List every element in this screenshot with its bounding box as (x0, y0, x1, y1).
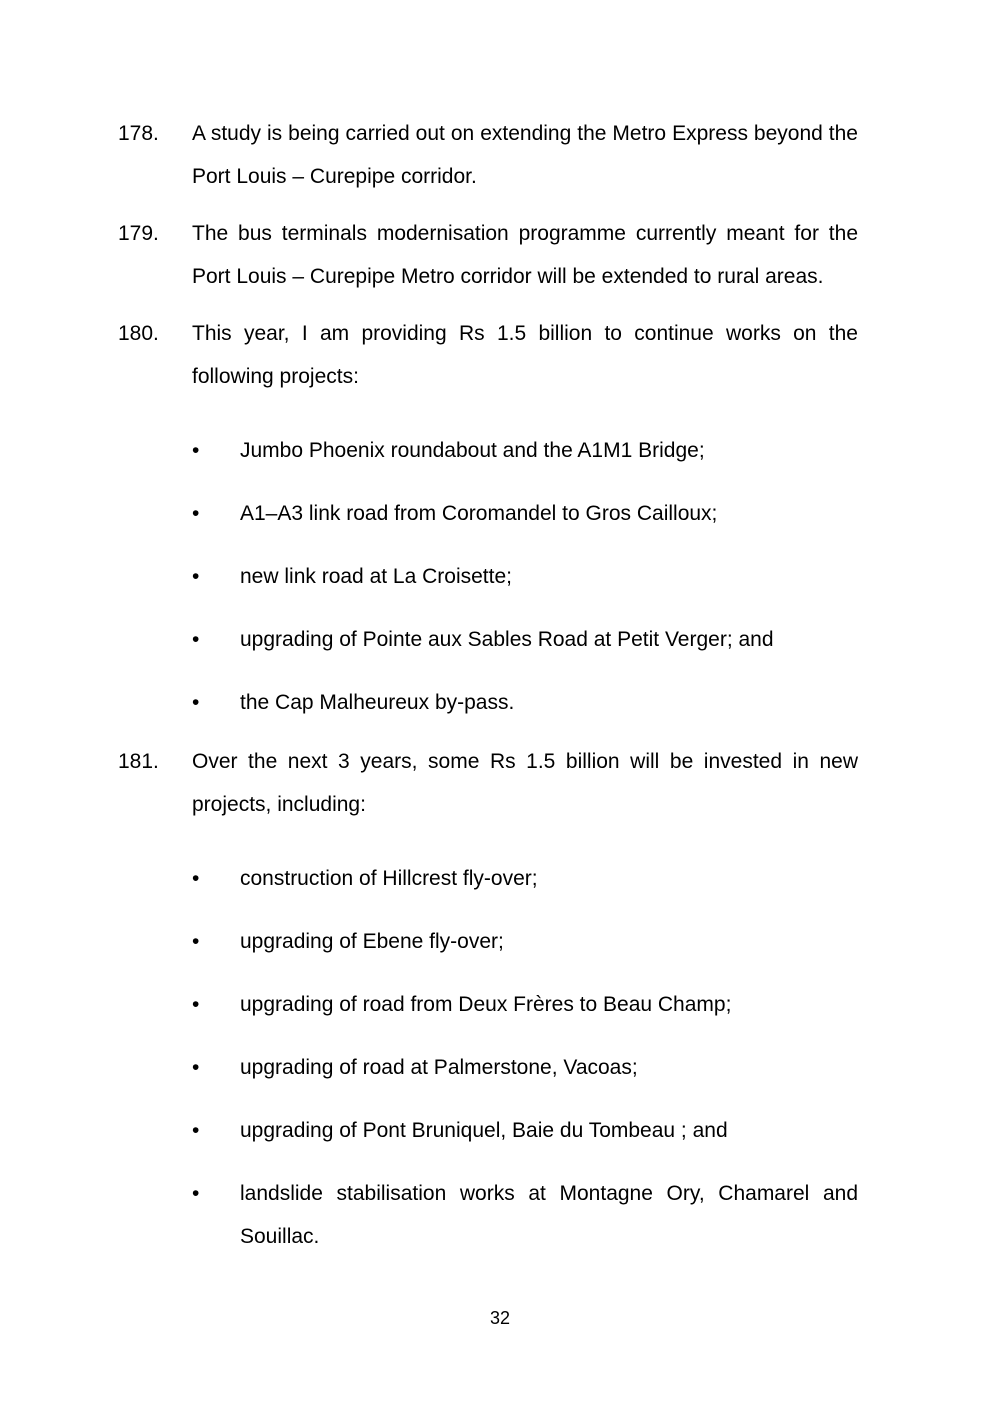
paragraph-number: 181. (118, 750, 159, 773)
bullet-text: Jumbo Phoenix roundabout and the A1M1 Bridge; (240, 439, 705, 462)
bullet-dot-icon: • (192, 1119, 200, 1142)
bullet-item (192, 555, 858, 598)
bullet-text: upgrading of Pointe aux Sables Road at Petit Verger; and (240, 628, 774, 651)
bullet-text: upgrading of road from Deux Frères to Beau Champ; (240, 993, 732, 1016)
bullet-item (192, 1109, 858, 1152)
bullet-dot-icon: • (192, 565, 200, 588)
bullet-text: landslide stabilisation works at Montagne Ory, Chamarel and Souillac. (240, 1182, 858, 1248)
bullet-item (192, 492, 858, 535)
bullet-item (192, 920, 858, 963)
page-number: 32 (489, 1308, 511, 1328)
document-body (118, 112, 858, 1274)
bullet-list-180 (118, 412, 858, 724)
paragraph-number: 179. (118, 222, 159, 245)
bullet-item (192, 983, 858, 1026)
paragraph-number: 180. (118, 322, 159, 345)
paragraph-number: 178. (118, 122, 159, 145)
bullet-list-181 (118, 840, 858, 1258)
paragraph-text: This year, I am providing Rs 1.5 billion to continue works on the following projects: (192, 322, 858, 388)
bullet-dot-icon: • (192, 1056, 200, 1079)
bullet-dot-icon: • (192, 502, 200, 525)
bullet-item (192, 429, 858, 472)
bullet-text: new link road at La Croisette; (240, 565, 512, 588)
paragraph-179 (118, 212, 858, 298)
bullet-item (192, 1172, 858, 1258)
bullet-dot-icon: • (192, 439, 200, 462)
bullet-item (192, 857, 858, 900)
paragraph-180 (118, 312, 858, 398)
bullet-text: the Cap Malheureux by-pass. (240, 691, 515, 714)
paragraph-text: The bus terminals modernisation programme currently meant for the Port Louis – Curepipe Metro corridor will be extended to rural areas. (192, 222, 858, 288)
bullet-text: upgrading of Ebene fly-over; (240, 930, 504, 953)
bullet-item (192, 681, 858, 724)
bullet-text: upgrading of road at Palmerstone, Vacoas; (240, 1056, 638, 1079)
paragraph-text: Over the next 3 years, some Rs 1.5 billion will be invested in new projects, including: (192, 750, 858, 816)
paragraph-181 (118, 740, 858, 826)
bullet-dot-icon: • (192, 1182, 200, 1205)
bullet-dot-icon: • (192, 691, 200, 714)
bullet-dot-icon: • (192, 993, 200, 1016)
bullet-dot-icon: • (192, 628, 200, 651)
paragraph-178 (118, 112, 858, 198)
bullet-item (192, 1046, 858, 1089)
bullet-text: construction of Hillcrest fly-over; (240, 867, 538, 890)
bullet-item (192, 618, 858, 661)
bullet-dot-icon: • (192, 867, 200, 890)
bullet-text: upgrading of Pont Bruniquel, Baie du Tombeau ; and (240, 1119, 728, 1142)
paragraph-text: A study is being carried out on extending the Metro Express beyond the Port Louis – Curepipe corridor. (192, 122, 858, 188)
bullet-text: A1–A3 link road from Coromandel to Gros Cailloux; (240, 502, 718, 525)
bullet-dot-icon: • (192, 930, 200, 953)
